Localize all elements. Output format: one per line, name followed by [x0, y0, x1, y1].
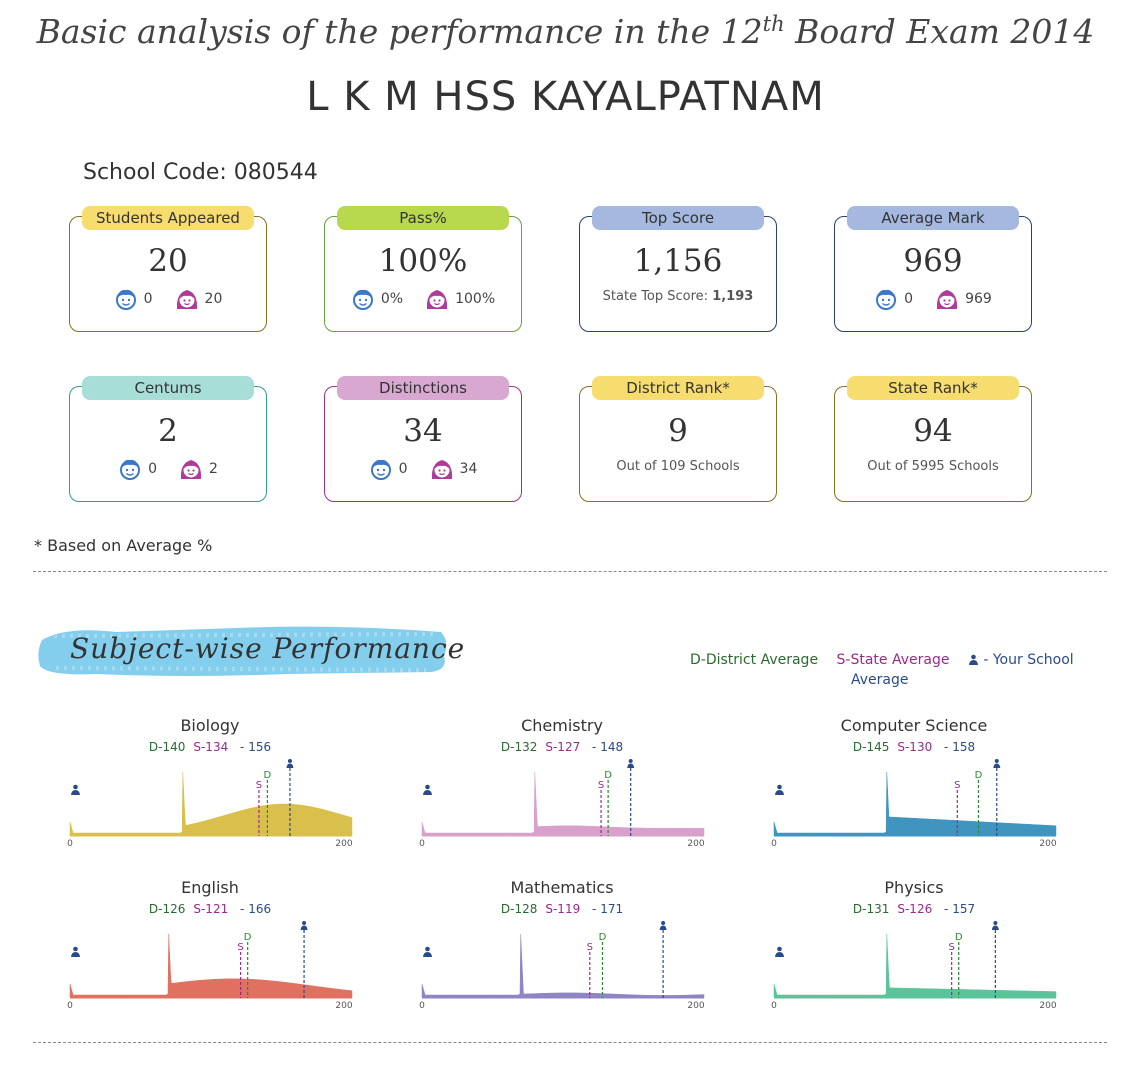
- distribution-area: [774, 772, 1056, 836]
- divider: [33, 571, 1107, 572]
- divider: [33, 1042, 1107, 1043]
- person-icon: [627, 759, 634, 768]
- distribution-chart: [771, 922, 1064, 1012]
- boys-count: 0: [904, 291, 914, 307]
- state-rank-card: [834, 379, 1032, 502]
- state-top-score-label: State Top Score:: [602, 289, 709, 304]
- legend-school-line1: - Your School: [983, 652, 1074, 668]
- distribution-chart: [67, 760, 360, 850]
- pass-percent-card: [324, 209, 522, 332]
- district-stat: D-145: [852, 740, 890, 754]
- girl-icon: [175, 287, 199, 311]
- distribution-area: [70, 934, 352, 998]
- district-avg-marker-label: D: [974, 770, 983, 781]
- card-value: 9: [668, 413, 688, 449]
- x-tick-label: 200: [335, 839, 353, 849]
- report-title-suffix: Board Exam 2014: [784, 12, 1095, 51]
- boys-count: 0%: [380, 291, 404, 307]
- distribution-chart: [771, 760, 1064, 850]
- person-icon: [993, 759, 1000, 768]
- state-avg-marker-label: S: [237, 942, 244, 953]
- state-avg-marker-label: S: [597, 780, 605, 791]
- girl-icon: [430, 457, 454, 481]
- state-stat: S-127: [545, 740, 581, 754]
- subject-chart-english: [67, 878, 370, 1028]
- gender-breakdown: [835, 287, 1031, 311]
- subject-name: Chemistry: [521, 716, 603, 735]
- boys-count: 0: [148, 461, 157, 477]
- card-label: Top Score: [592, 206, 764, 230]
- x-tick-label: 200: [1039, 1001, 1057, 1011]
- card-value: 1,156: [633, 243, 723, 279]
- school-stat: [940, 902, 975, 916]
- district-avg-marker-label: D: [598, 932, 607, 943]
- legend-state: S-State Average: [836, 652, 950, 668]
- report-title: [0, 12, 1131, 51]
- distinctions-card: [324, 379, 522, 502]
- x-tick-label: 200: [687, 1001, 705, 1011]
- state-stat: S-119: [545, 902, 581, 916]
- state-top-score-value: 1,193: [712, 289, 754, 304]
- subject-stats: [422, 902, 702, 916]
- subject-chart-biology: [67, 716, 370, 866]
- district-avg-marker-label: D: [954, 932, 963, 943]
- district-stat: D-126: [148, 902, 186, 916]
- school-code: School Code: 080544: [83, 160, 318, 185]
- person-icon: [286, 759, 293, 768]
- subject-stats: [70, 902, 350, 916]
- person-icon: [968, 652, 979, 668]
- card-value: 94: [913, 413, 953, 449]
- person-icon: [660, 921, 667, 930]
- subject-name: Biology: [180, 716, 240, 735]
- section-title: Subject-wise Performance: [70, 632, 466, 665]
- girls-count: 100%: [455, 291, 496, 307]
- subject-chart-mathematics: [419, 878, 722, 1028]
- girls-count: 20: [204, 291, 223, 307]
- card-value: 969: [903, 243, 963, 279]
- legend-district: D-District Average: [690, 652, 819, 668]
- distribution-area: [774, 934, 1056, 998]
- boy-icon: [118, 457, 142, 481]
- school-stat-value: - 158: [944, 740, 976, 754]
- legend-school-line2: Average: [851, 672, 909, 688]
- state-avg-marker-label: S: [954, 780, 961, 791]
- state-top-score: [580, 289, 776, 304]
- gender-breakdown: [325, 457, 521, 481]
- district-rank-card: [579, 379, 777, 502]
- state-stat: S-130: [897, 740, 933, 754]
- subject-stats: [774, 740, 1054, 754]
- school-stat-value: - 166: [240, 902, 272, 916]
- boy-icon: [874, 287, 898, 311]
- boys-count: 0: [143, 291, 153, 307]
- card-value: 20: [148, 243, 188, 279]
- x-tick-label: 0: [771, 1001, 777, 1011]
- distribution-area: [422, 772, 704, 836]
- subject-name: Mathematics: [510, 878, 614, 897]
- gender-breakdown: [325, 287, 521, 311]
- card-label: Average Mark: [847, 206, 1019, 230]
- card-label: Students Appeared: [82, 206, 254, 230]
- school-stat-value: - 156: [240, 740, 272, 754]
- subject-chart-chemistry: [419, 716, 722, 866]
- state-stat: S-126: [897, 902, 933, 916]
- girl-icon: [425, 287, 449, 311]
- district-avg-marker-label: D: [243, 932, 252, 943]
- subject-name: Physics: [884, 878, 944, 897]
- card-label: Pass%: [337, 206, 509, 230]
- distribution-chart: [419, 760, 712, 850]
- girl-icon: [179, 457, 203, 481]
- distribution-chart: [67, 922, 360, 1012]
- state-avg-marker-label: S: [586, 942, 593, 953]
- girls-count: 2: [209, 461, 218, 477]
- distribution-area: [70, 772, 352, 836]
- gender-breakdown: [70, 457, 266, 481]
- district-stat: D-128: [500, 902, 538, 916]
- students-appeared-card: [69, 209, 267, 332]
- district-stat: D-132: [500, 740, 538, 754]
- district-stat: D-140: [148, 740, 186, 754]
- school-stat: [236, 740, 271, 754]
- x-tick-label: 0: [67, 839, 73, 849]
- centums-card: [69, 379, 267, 502]
- report-title-prefix: Basic analysis of the performance in the 12: [36, 12, 763, 51]
- subject-name: Computer Science: [840, 716, 988, 735]
- footnote: * Based on Average %: [34, 536, 213, 555]
- x-tick-label: 0: [771, 839, 777, 849]
- state-avg-marker-label: S: [948, 942, 955, 953]
- boy-icon: [351, 287, 375, 311]
- subject-chart-computer-science: [771, 716, 1074, 866]
- school-stat: [940, 740, 975, 754]
- girl-icon: [935, 287, 959, 311]
- school-stat-value: - 148: [592, 740, 624, 754]
- district-avg-marker-label: D: [263, 770, 272, 781]
- state-rank-sub: Out of 5995 Schools: [867, 459, 999, 474]
- subject-chart-physics: [771, 878, 1074, 1028]
- boys-count: 0: [398, 461, 408, 477]
- card-value: 2: [158, 413, 178, 449]
- x-tick-label: 200: [1039, 839, 1057, 849]
- x-tick-label: 0: [419, 1001, 425, 1011]
- district-avg-marker-label: D: [604, 770, 612, 781]
- boy-icon: [369, 457, 393, 481]
- report-title-sup: th: [762, 12, 785, 36]
- state-avg-marker-label: S: [255, 780, 263, 791]
- top-score-card: [579, 209, 777, 332]
- state-stat: S-121: [193, 902, 229, 916]
- district-stat: D-131: [852, 902, 890, 916]
- school-stat: [236, 902, 271, 916]
- person-icon: [992, 921, 999, 930]
- girls-count: 969: [965, 291, 992, 307]
- subject-name: English: [181, 878, 239, 897]
- x-tick-label: 0: [67, 1001, 73, 1011]
- school-stat: [588, 740, 623, 754]
- distribution-area: [422, 934, 704, 998]
- school-name: L K M HSS KAYALPATNAM: [306, 74, 825, 120]
- distribution-chart: [419, 922, 712, 1012]
- card-label: Centums: [82, 376, 254, 400]
- legend-school: [968, 652, 1074, 668]
- subject-stats: [774, 902, 1054, 916]
- card-value: 100%: [378, 243, 468, 279]
- gender-breakdown: [70, 287, 266, 311]
- girls-count: 34: [459, 461, 478, 477]
- card-label: District Rank*: [592, 376, 764, 400]
- school-stat: [588, 902, 623, 916]
- subject-stats: [422, 740, 702, 754]
- x-tick-label: 200: [687, 839, 705, 849]
- x-tick-label: 0: [419, 839, 425, 849]
- school-stat-value: - 171: [592, 902, 624, 916]
- card-value: 34: [403, 413, 443, 449]
- card-label: State Rank*: [847, 376, 1019, 400]
- chart-legend: [690, 652, 1074, 688]
- x-tick-label: 200: [335, 1001, 353, 1011]
- boy-icon: [114, 287, 138, 311]
- state-stat: S-134: [193, 740, 229, 754]
- card-label: Distinctions: [337, 376, 509, 400]
- district-rank-sub: Out of 109 Schools: [616, 459, 740, 474]
- subject-stats: [70, 740, 350, 754]
- person-icon: [301, 921, 308, 930]
- average-mark-card: [834, 209, 1032, 332]
- school-stat-value: - 157: [944, 902, 976, 916]
